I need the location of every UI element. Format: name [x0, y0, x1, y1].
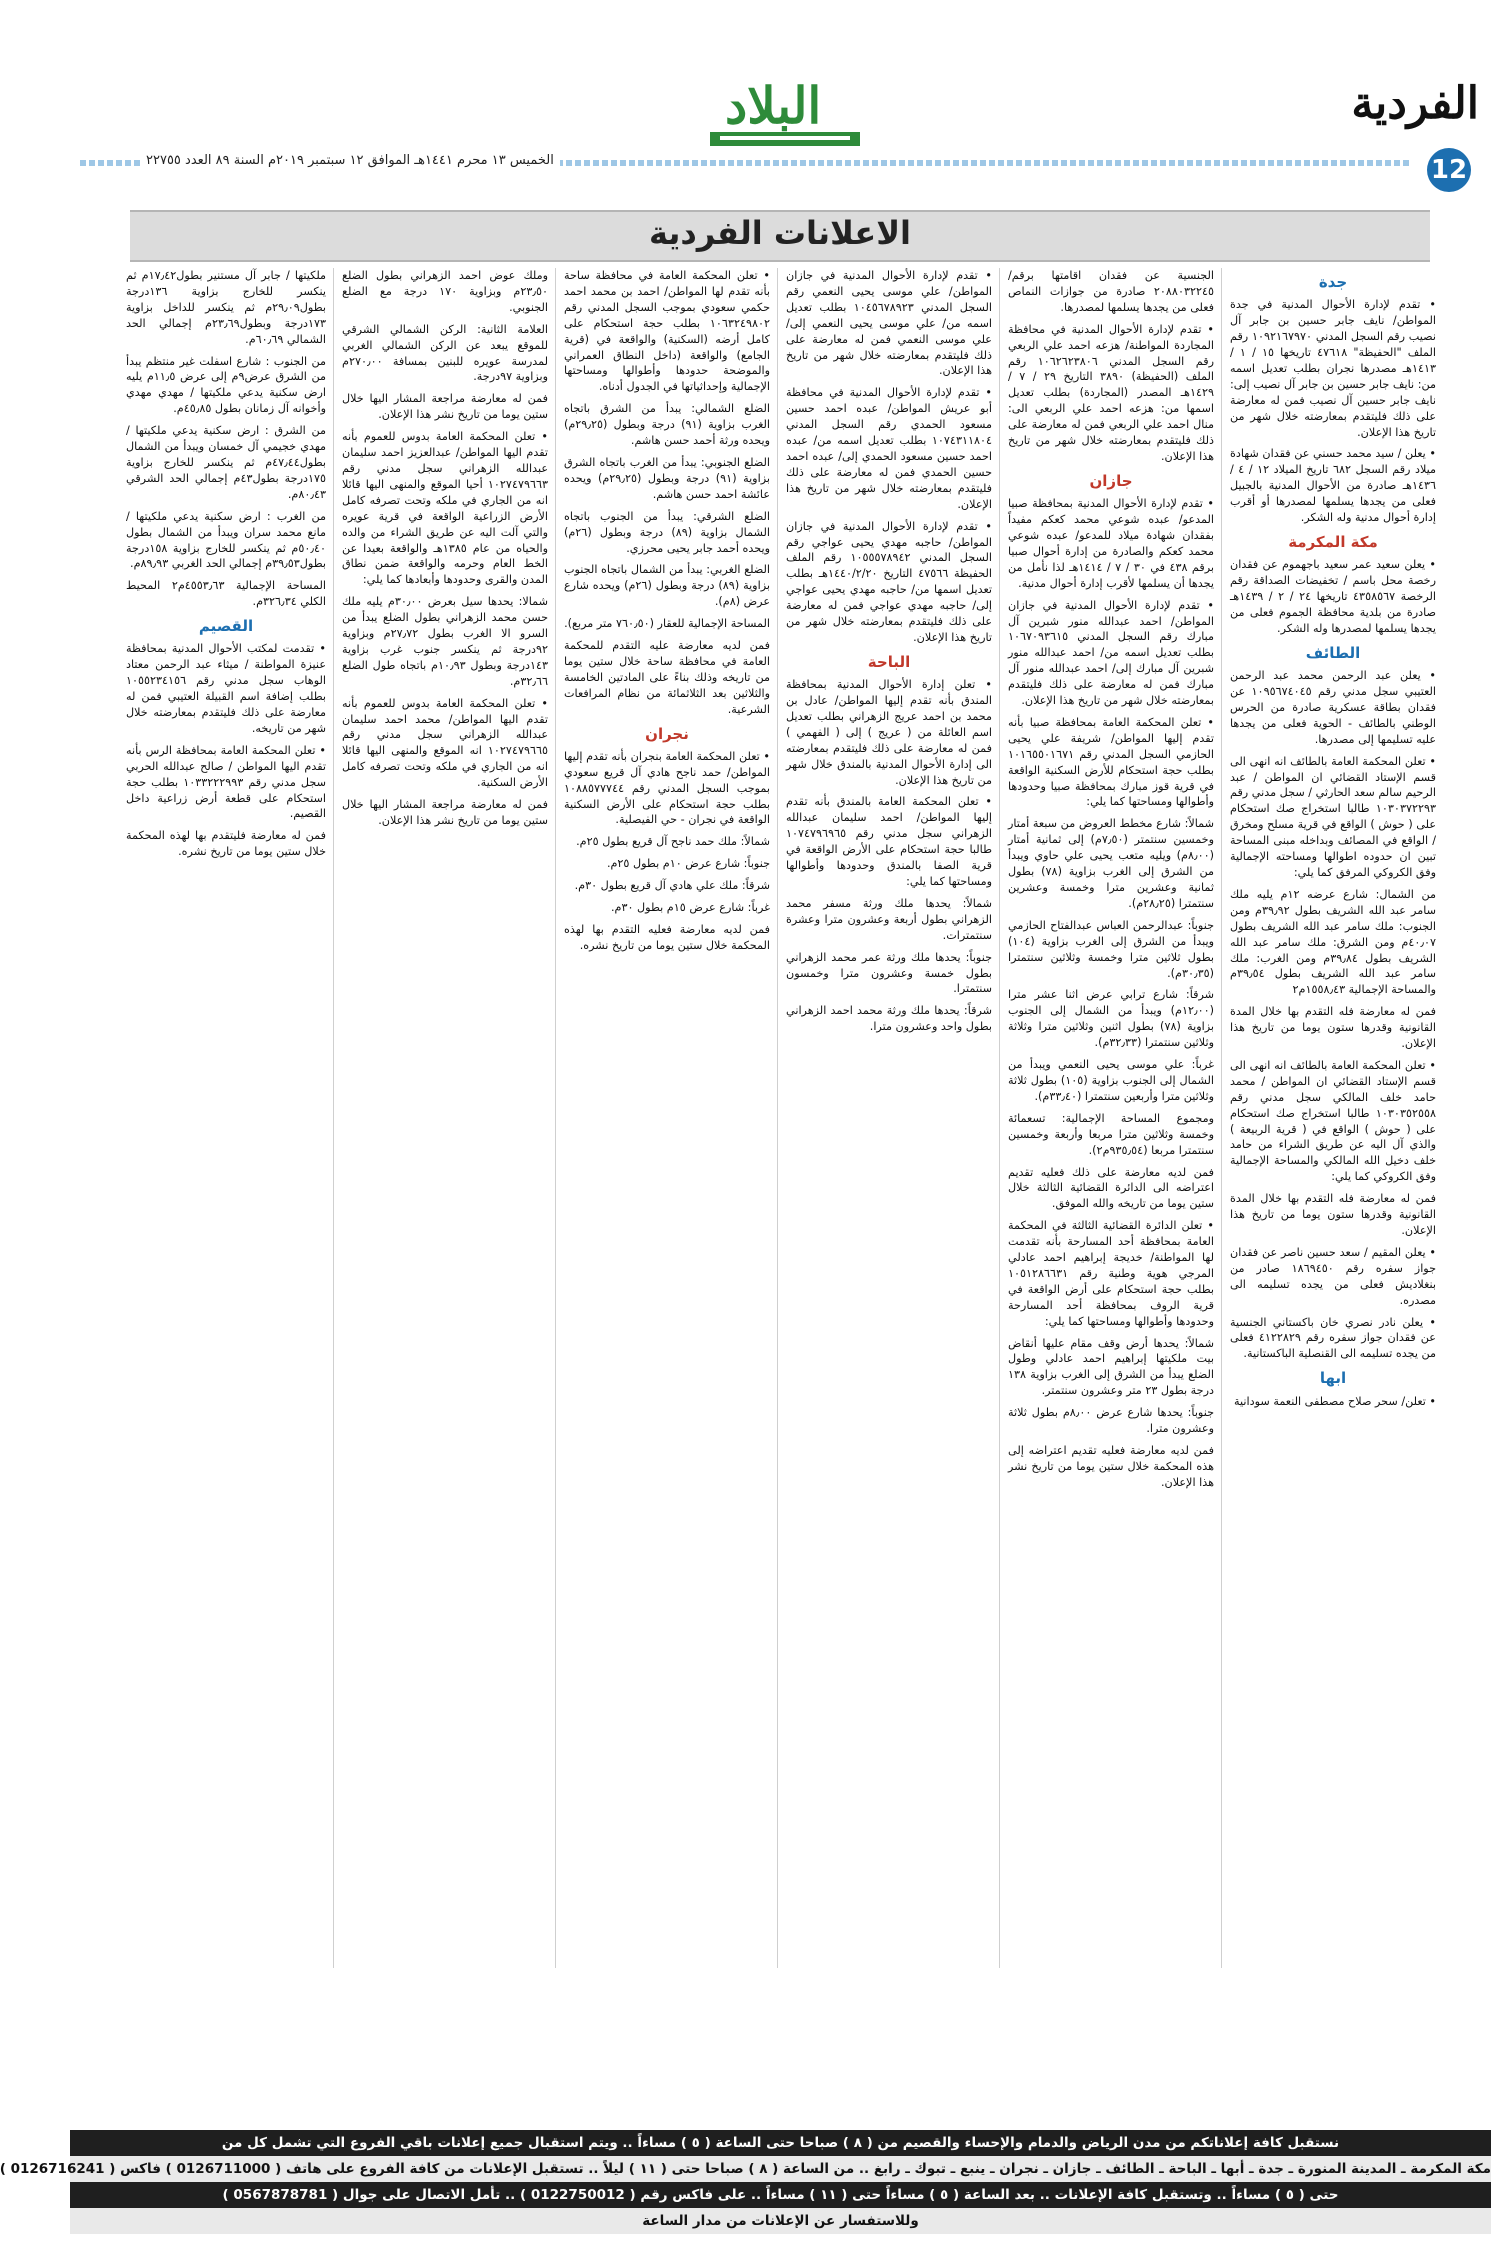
city-heading: القصيم	[198, 617, 254, 636]
ad-text: الضلع الجنوبي: يبدأ من الغرب باتجاه الشرق بزاوية (٩١) درجة وبطول (٢٩٫٢٥م) ويحده عائشة احمد حسن هاشم.	[564, 455, 770, 501]
ad-text: شمالاً: شارع مخطط العروض من سبعة أمتار وخمسين سنتمتر (٧٫٥٠م) إلى ثمانية أمتار (٨٫٠٠م) ويليه متعب يحيى علي حاوي ويبدأ من الشرق إلى الغرب بزاوية (٧٨) بطول ثمانية وعشرين مترا وخمسة وعشرين سنتمترا (٢٨٫٢٥م).	[1008, 817, 1214, 910]
ad-text: • يعلن نادر نصري خان باكستاني الجنسية عن فقدان جواز سفره رقم ٤١٢٢٨٢٩ فعلى من يجده تسليمه الى القنصلية الباكستانية.	[1230, 1315, 1436, 1361]
ad-text: الضلع الشرقي: يبدأ من الجنوب باتجاه الشمال بزاوية (٨٩) درجة وبطول (٢٦م) ويحده أحمد جابر يحيى محرزي.	[564, 509, 770, 555]
ad-text: من الشمال: شارع عرضه ١٢م يليه ملك سامر عبد الله الشريف بطول ٣٩٫٩٢م ومن الجنوب: ملك سامر عبد الله الشريف بطول ٤٠٫٠٧م ومن الشرق: ملك سامر عبد الله الشريف بطول ٣٩٫٨٤م ومن الغرب: ملك سامر عبد الله الشريف بطول ٣٩٫٥٤م والمساحة الإجمالية ١٥٥٨٫٤٣م٢	[1230, 887, 1437, 997]
ad-text: فمن له معارضة فليتقدم بها لهذه المحكمة خلال ستين يوما من تاريخ نشره.	[126, 829, 326, 859]
column-rule	[999, 268, 1000, 1968]
page-number: 12	[1427, 148, 1471, 192]
ad-text: فمن له معارضة فله التقدم بها خلال المدة القانونية وقدرها ستون يوما من تاريخ هذا الإعلان.	[1230, 1192, 1436, 1238]
ad-text: • تقدم لإدارة الأحوال المدنية بمحافظة صبيا المدعو/ عبده شوعي محمد كعكم مفيداً بفقدان شهادة ميلاد للمدعو/ عبده شوعي محمد كعكم والصادرة من إدارة أحوال صبيا برقم ٤٣٨ في ٣٠ / ٧ / ١٤١٤هـ لذا نأمل من يجدها أن يسلمها لأقرب إدارة أحوال مدنية.	[1008, 497, 1214, 590]
column-2	[1008, 268, 1214, 1968]
ad-text: • تعلن إدارة الأحوال المدنية بمحافظة المندق بأنه تقدم إليها المواطن/ عادل بن محمد بن احمد عريج الزهراني بطلب تعديل اسم العائلة من ( عريج ) إلى ( الفهمي ) فمن له معارضة على ذلك فليتقدم بمعارضته الى إدارة الأحوال المدنية بالمندق خلال شهر من تاريخ هذا الإعلان.	[786, 678, 992, 787]
column-3	[786, 268, 992, 1968]
ad-text: • تعلن المحكمة العامة بالطائف انه انهى الى قسم الإستاد القضائي ان المواطن / محمد حامد خلف المالكي سجل مدني رقم ١٠٣٠٣٥٢٥٥٨ طالبا استخراج صك استحكام على ( حوش ) الواقع في ( قرية الربيعة ) والذي آل اليه عن طريق الشراء من حامد خلف دخيل الله المالكي والمساحة الإجمالية وفق الكروكي كما يلي:	[1230, 1058, 1436, 1184]
ad-text: الضلع الغربي: يبدأ من الشمال باتجاه الجنوب بزاوية (٨٩) درجة وبطول (٢٦م) ويحده شارع عرض (٨م).	[564, 563, 770, 609]
ad-text: الجنسية عن فقدان اقامتها برقم/ ٢٠٨٨٠٣٢٢٤٥ صادرة من جوازات النماص فعلى من يجدها يسلمها لمصدرها.	[1008, 269, 1214, 314]
footer-line: حتى ( ٥ ) مساءاً .. وتستقبل كافة الإعلانات .. بعد الساعة ( ٥ ) مساءاً حتى ( ١١ ) مساءاً .. على فاكس رقم ( 0122750012 ) .. تأمل الاتصال على جوال ( 0567878781 )	[70, 2182, 1491, 2208]
ad-text: • تعلن المحكمة العامة بالطائف انه انهى الى قسم الإستاد القضائي ان المواطن / عبد الرحيم سالم سعد الحارثي / سجل مدني رقم ١٠٣٠٣٧٢٢٩٣ طالبا استخراج صك استحكام على ( حوش ) الواقع في قرية مسلح ومخرق / الواقع في المصائف وبداخله مبنى المساحة تبين ان حدوده اطوالها ومساحته الإجمالية وفق الكروكي المرفق كما يلي:	[1230, 754, 1436, 879]
city-heading: جدة	[1318, 273, 1348, 291]
ad-text: شمالاً: ملك حمد ناجح آل قريع بطول ٢٥م.	[576, 835, 770, 849]
column-4	[564, 268, 770, 1968]
ad-text: • تعلن المحكمة العامة بمحافظة صبيا بأنه تقدم إليها المواطن/ شريفة علي يحيى الحازمي السجل المدني رقم ١٠١٦٥٥٠١٦٧١ بطلب حجة استحكام للأرض السكنية الواقعة في قرية قوز مبارك بمحافظة صبيا وحدودها وأطوالها ومساحتها كما يلي:	[1008, 715, 1214, 809]
ad-text: شمالاً: يحدها أرض وقف مقام عليها أنقاض بيت ملكيتها إبراهيم احمد عادلي وطول الضلع يبدأ من الشرق إلى الغرب بزاوية ١٣٨ درجة بطول ٢٣ متر وعشرون سنتمتر.	[1008, 1336, 1214, 1398]
ad-text: • تعلن المحكمة العامة في محافظة ساحة بأنه تقدم لها المواطن/ احمد بن محمد احمد حكمي سعودي بموجب السجل المدني رقم ١٠٦٣٢٤٩٨٠٢ بطلب حجة استحكام على كامل أرضه (السكنية) والواقعة في (قرية الجامع) والواقعة (داخل النطاق العمراني والموضحة حدودها وأطوالها ومساحتها الإجمالية وإحداثياتها في الجدول أدناه.	[564, 269, 770, 394]
ad-text: ومجموع المساحة الإجمالية: تسعمائة وخمسة وثلاثين مترا مربعا وأربعة وخمسين سنتمترا مربعا (٩٣٥٫٥٤م٢).	[1008, 1111, 1214, 1157]
section-banner	[130, 210, 1430, 262]
ad-text: • تقدم لإدارة الأحوال المدنية في جدة المواطن/ نايف جابر حسين بن جابر آل نصيب رقم السجل المدني ١٠٩٢١٦٧٩٧٠ رقم الملف "الحفيظة" ٤٧٦١٨ تاريخها ١٥ / ١ / ١٤١٣هـ مصدرها نجران بطلب تعديل اسمه من: نايف جابر حسين بن جابر آل نصيب إلى: نايف جابر حسين آل نصيب فمن له معارضة على ذلك فليتقدم بمعارضته خلال شهر من تاريخ هذا الإعلان.	[1230, 298, 1436, 439]
ad-text: جنوباً: شارع عرض ١٠م بطول ٢٥م.	[606, 857, 770, 871]
ad-text: • تعلن المحكمة العامة بدوس للعموم بأنه تقدم اليها المواطن/ محمد احمد سليمان عبدالله الزهراني سجل مدني رقم ١٠٢٧٤٧٩٦٦٥ انه الموقع والمنهى اليها قائلا انه من الجاري في ملكه وتحت تصرفه كامل الأرض السكنية.	[342, 696, 548, 790]
ad-text: جنوباً: عبدالرحمن العباس عبدالفتاح الحازمي ويبدأ من الشرق إلى الغرب بزاوية (١٠٤) بطول ثلاثين مترا وخمسة وثلاثين سنتمترا (٣٠٫٣٥م).	[1008, 918, 1214, 980]
ad-text: فمن له معارضة مراجعة المشار اليها خلال ستين يوما من تاريخ نشر هذا الإعلان.	[342, 392, 548, 422]
column-rule	[777, 268, 778, 1968]
ad-text: • تعلن المحكمة العامة بنجران بأنه تقدم إليها المواطن/ حمد ناجح هادي آل قريع سعودي بموجب السجل المدني رقم ١٠٨٨٥٧٧٧٤٤ بطلب حجة استحكام على الأرض السكنية الواقعة في نجران - حي الفيصلية.	[564, 749, 770, 827]
ads-contact-footer	[0, 2130, 1491, 2240]
city-heading: نجران	[645, 724, 689, 743]
logo-text: البلاد	[725, 76, 822, 135]
ad-text: جنوباً: يحدها ملك ورثة عمر محمد الزهراني بطول خمسة وعشرون مترا وخمسون سنتمترا.	[786, 950, 992, 996]
ad-text: المساحة الإجمالية للعقار (٧٦٠٫٥٠ متر مربع).	[564, 617, 770, 631]
ad-text: • تقدمت لمكتب الأحوال المدنية بمحافظة عنيزة المواطنة / ميثاء عبد الرحمن معتاد الوهاب سجل مدني رقم ١٠٥٥٢٣٤١٥٦ بطلب إضافة اسم القبيلة العتيبي فمن له معارضة على ذلك فليتقدم بمعارضته خلال شهر من تاريخه.	[126, 642, 326, 735]
ad-text: • يعلن / سيد محمد حسني عن فقدان شهادة ميلاد رقم السجل ٦٨٢ تاريخ الميلاد ١٢ / ٤ / ١٤٣٦هـ صادرة من الأحوال المدنية بالجبيل فعلى من يجدها يسلمها لمصدرها أو أقرب إدارة أحوال مدنية وله الشكر.	[1230, 447, 1436, 525]
ad-text: • تعلن المحكمة العامة بالمندق بأنه تقدم إليها المواطن/ احمد سليمان عبدالله الزهراني سجل مدني رقم ١٠٧٤٧٩٦٩٦٥ طالبا حجة استحكام على الأرض الواقعة في قرية الصفا بالمندق وحدودها وأطوالها ومساحتها كما يلي:	[786, 795, 992, 889]
column-5	[342, 268, 548, 1968]
footer-line: وللاستفسار عن الإعلانات من مدار الساعة	[70, 2208, 1491, 2234]
ad-text: فمن لديه معارضة عليه التقدم للمحكمة العامة في محافظة ساحة خلال ستين يوما من تاريخه وذلك بناءً على المادتين الخامسة والثلاثين بعد الثلاثمائة من نظام المرافعات الشرعية.	[564, 639, 770, 716]
ad-text: من الجنوب : شارع اسفلت غير منتظم يبدأ من الشرق عرض٩م إلى عرض ١١٫٥م يليه ارض سكنية يدعي ملكيتها / مهدي مهدي وأخوانه آل زمانان بطول ٤٥٫٨٥م.	[126, 354, 326, 416]
page-header	[70, 70, 1491, 200]
city-heading: جازان	[1089, 471, 1133, 490]
ad-text: • تعلن/ سحر صلاح مصطفى النعمة سودانية	[1234, 1394, 1436, 1408]
city-heading: الباحة	[867, 652, 911, 671]
ad-text: شرقاً: يحدها ملك ورثة محمد احمد الزهراني بطول واحد وعشرون مترا.	[786, 1004, 992, 1034]
city-heading: مكة المكرمة	[1288, 532, 1378, 551]
ad-text: شرقاً: ملك علي هادي آل قريع بطول ٣٠م.	[574, 879, 770, 893]
ad-text: من الشرق : ارض سكنية يدعي ملكيتها / مهدي خجيمي آل خمسان ويبدأ من الشمال بطول٤٧٫٤٤م ثم ينكسر للخارج بزاوية ١٧٥درجة بطول٤٣م إجمالي الحد الشرقي ٨٠٫٤٣م.	[126, 424, 326, 501]
ad-text: • يعلن سعيد عمر سعيد باجهموم عن فقدان رخصة محل باسم / تخفيضات الصداقة رقم الرخصة ٤٣٥٨٥٦٧ تاريخها ٢٤ / ٢ / ١٤٣٩هـ صادرة من بلدية محافظة الجموم فعلى من يجدها يسلمها لمصدرها وله الشكر.	[1230, 558, 1436, 635]
ad-text: شمالا: يحدها سيل بعرض ٣٠٫٠٠م يليه ملك حسن محمد الزهراني بطول الضلع يبدأ من السرو الا الغرب بطول ٢٧٫٧٢م وبزاوية ٩٢درجة ثم ينكسر جنوب غرب بزاوية ١٤٣درجة وبطول ١٠٫٩٣م باتجاه طول الضلع ٣٢٫٦٦م.	[342, 595, 549, 688]
ad-text: من الغرب : ارض سكنية يدعي ملكيتها / مانع محمد سران ويبدأ من الشمال بطول ٥٠٫٤٠م ثم ينكسر للخارج بزاوية ١٥٨درجة بطول٣٩٫٥٣م إجمالي الحد الغربي ٨٩٫٩٣م.	[126, 509, 326, 571]
ad-text: وملك عوض احمد الزهراني بطول الضلع ٢٣٫٥٠م وبزاوية ١٧٠ درجة مع الضلع الجنوبي.	[342, 269, 548, 314]
ad-text: غرباً: شارع عرض ١٥م بطول ٣٠م.	[610, 901, 770, 915]
ad-text: شمالاً: يحدها ملك ورثة مسفر محمد الزهراني بطول أربعة وعشرون مترا وعشرة سنتمترات.	[786, 896, 992, 942]
ads-columns	[126, 268, 1436, 1968]
city-heading: ابها	[1319, 1369, 1347, 1388]
ad-text: • تقدم لإدارة الأحوال المدنية في محافظة أبو عريش المواطن/ عبده احمد حسين مسعود الحمدي رقم السجل المدني ١٠٧٤٣١١٨٠٤ بطلب تعديل اسمه من/ عبده احمد حسين مسعود الحمدي إلى/ عبده احمد حسين الحمدي فمن له معارضة على ذلك فليتقدم بمعارضته خلال شهر من تاريخ هذا الإعلان.	[786, 386, 992, 511]
column-rule	[333, 268, 334, 1968]
ad-text: • يعلن المقيم / سعد حسين ناصر عن فقدان جواز سفره رقم ١٨٦٩٤٥٠ صادر من بنغلاديش فعلى من يجده تسليمه الى مصدره.	[1230, 1245, 1436, 1307]
column-rule	[1221, 268, 1222, 1968]
ad-text: فمن لديه معارضة فعليه تقديم اعتراضه إلى هذه المحكمة خلال ستين يوما من تاريخ نشر هذا الإعلان.	[1008, 1444, 1214, 1489]
ad-text: • تقدم لإدارة الأحوال المدنية في محافظة المجاردة المواطنة/ هزعه احمد علي الربعي رقم السجل المدني ١٠٦٢٦٢٣٨٠٦ رقم الملف (الحفيظة) ٣٨٩٠ التاريخ ٢٩ / ٧ / ١٤٢٩هـ المصدر (المجاردة) بطلب تعديل اسمها من: هزعه احمد علي الربعي الى: منال احمد علي الربعي فمن له معارضة على ذلك فليتقدم بمعارضته خلال شهر من تاريخ هذا الإعلان.	[1008, 322, 1214, 463]
ad-text: الضلع الشمالي: يبدأ من الشرق باتجاه الغرب بزاوية (٩١) درجة وبطول (٢٩٫٢٥م) ويحده ورثة أحمد حسن هاشم.	[564, 402, 770, 448]
footer-line: مكة المكرمة ـ المدينة المنورة ـ جدة ـ أبها ـ الباحة ـ الطائف ـ جازان ـ نجران ـ ينبع ـ تبوك ـ رابغ .. من الساعة ( ٨ ) صباحا حتى ( ١١ ) ليلاً .. تستقبل الإعلانات من كافة الفروع على هاتف ( 0126711000 ) فاكس ( 0126716241 )	[70, 2156, 1491, 2182]
ad-text: فمن له معارضة فله التقدم بها خلال المدة القانونية وقدرها ستون يوما من تاريخ هذا الإعلان.	[1230, 1005, 1436, 1051]
ad-text: العلامة الثانية: الركن الشمالي الشرقي للموقع يبعد عن الركن الشمالي الغربي لمدرسة عويره للبنين بمسافة ٢٧٠٫٠٠م وبزاوية ٩٧درجة.	[342, 322, 548, 384]
ad-text: • تعلن الدائرة القضائية الثالثة في المحكمة العامة بمحافظة أحد المسارحة بأنه تقدمت لها المواطنة/ خديجة إبراهيم احمد عادلي المرجي هوية وطنية رقم ١٠٥١٢٨٦٦٣١ بطلب حجة استحكام على أرض الواقعة في قرية الروف بمحافظة أحد المسارحة وحدودها وأطوالها ومساحتها كما يلي:	[1008, 1219, 1214, 1328]
ad-text: • تعلن المحكمة العامة بدوس للعموم بأنه تقدم اليها المواطن/ عبدالعزيز احمد سليمان عبدالله الزهراني سجل مدني رقم ١٠٢٧٤٧٩٦٦٣ أحيا الموقع والمنهى اليها قائلا انه من الجاري في ملكه وتحت تصرفه كامل الأرض الزراعية الواقعة في قرية عويره والتي آلت اليه عن طريق الشراء من والده والحياه من عام ١٣٨٥هـ والواقعة بعيدا عن الخط العام وحرمه والواقعة ضمن نطاق المدن والقرى وحدودها وأبعادها كما يلي:	[342, 430, 548, 587]
dateline: الخميس ١٣ محرم ١٤٤١هـ الموافق ١٢ سبتمبر ٢٠١٩م السنة ٨٩ العدد ٢٢٧٥٥	[140, 153, 560, 168]
city-heading: الطائف	[1305, 643, 1361, 662]
ad-text: جنوباً: يحدها شارع عرض ٨٫٠٠م بطول ثلاثة وعشرون مترا.	[1008, 1406, 1215, 1436]
ad-text: • تعلن المحكمة العامة بمحافظة الرس بأنه تقدم اليها المواطن / صالح عبدالله الحربي سجل مدني رقم ١٠٣٣٢٢٢٩٩٣ بطلب حجة استحكام على قطعة أرض زراعية داخل القصيم.	[126, 743, 326, 821]
ad-text: • تقدم لإدارة الأحوال المدنية في جازان المواطن/ علي موسى يحيى النعمي رقم السجل المدني ١٠٤٥٦٧٨٩٢٣ بطلب تعديل اسمه من/ علي موسى يحيى النعمي إلى/ علي موسى النعمي فمن له معارضة على ذلك فليتقدم بمعارضته خلال شهر من تاريخ هذا الإعلان.	[786, 269, 992, 378]
ad-text: فمن له معارضة مراجعة المشار اليها خلال ستين يوما من تاريخ نشر هذا الإعلان.	[342, 798, 548, 827]
footer-line: نستقبل كافة إعلاناتكم من مدن الرياض والدمام والإحساء والقصيم من ( ٨ ) صباحا حتى الساعة ( ٥ ) مساءاً .. ويتم استقبال جميع إعلانات باقي الفروع التي تشمل كل من	[70, 2130, 1491, 2156]
ad-text: • تقدم لإدارة الأحوال المدنية في جازان المواطن/ احمد عبدالله منور شبرين آل مبارك رقم السجل المدني ١٠٦٧٠٩٣٦١٥ بطلب تعديل اسمه من/ احمد عبدالله منور شبرين آل مبارك إلى/ احمد عبدالله منور آل مبارك فمن له معارضة على ذلك فليتقدم بمعارضته خلال شهر من تاريخ هذا الإعلان.	[1008, 598, 1214, 708]
column-6	[126, 268, 326, 1968]
ad-text: ملكيتها / جابر آل مستنير بطول١٧٫٤٢م ثم ينكسر للخارج بزاوية ١٣٦درجة بطول٢٩٫٠٩م ثم ينكسر للداخل بزاوية ١٧٣درجة وبطول٢٣٫٦٩م إجمالي الحد الشمالي ٦٠٫٦٩م.	[126, 269, 327, 346]
banner-title: الاعلانات الفردية	[648, 214, 912, 252]
column-rule	[555, 268, 556, 1968]
ad-text: غرباً: علي موسى يحيى النعمي ويبدأ من الشمال إلى الجنوب بزاوية (١٠٥) بطول ثلاثة وثلاثين مترا وأربعين سنتمترا (٣٣٫٤٠م).	[1008, 1058, 1214, 1103]
ad-text: • تقدم لإدارة الأحوال المدنية في جازان المواطن/ حاجبه مهدي يحيى عواجي رقم السجل المدني ١٠٥٥٥٧٨٩٤٢ رقم الملف الحفيظة ٤٧٥٦٦ التاريخ ١٤٤٠/٢/٢٠هـ بطلب تعديل اسمها من/ حاجبه مهدي يحيى عواجي إلى/ حاجبه مهدي عواجي فمن له معارضة على ذلك فليتقدم بمعارضته خلال شهر من تاريخ هذا الإعلان.	[786, 519, 992, 644]
section-title: الفردية	[1351, 78, 1479, 129]
ad-text: فمن لديه معارضة على ذلك فعليه تقديم اعتراضه الى الدائرة القضائية الثالثة خلال ستين يوما من تاريخه والله الموفق.	[1008, 1165, 1214, 1211]
ad-text: • يعلن عبد الرحمن محمد عبد الرحمن العتيبي سجل مدني رقم ١٠٩٥٦٧٤٠٤٥ عن فقدان بطاقة عسكرية صادرة من الحرس الوطني بالطائف - الحوية فعلى من يجدها عليه تسليمها إلى مصدرها.	[1230, 669, 1436, 746]
ad-text: شرقاً: شارع ترابي عرض اثنا عشر مترا (١٢٫٠٠م) ويبدأ من الشمال إلى الجنوب بزاوية (٧٨) بطول اثنين وثلاثين مترا وثلاثة وثلاثين سنتمترا (٣٢٫٣٣م).	[1008, 988, 1214, 1050]
ad-text: المساحة الإجمالية ٤٥٥٣٫٦٣م٢ المحيط الكلي ٣٢٦٫٣٤م.	[126, 579, 326, 609]
ad-text: فمن لديه معارضة فعليه التقدم بها لهذه المحكمة خلال ستين يوما من تاريخ نشره.	[564, 923, 770, 952]
column-1	[1230, 268, 1436, 1968]
